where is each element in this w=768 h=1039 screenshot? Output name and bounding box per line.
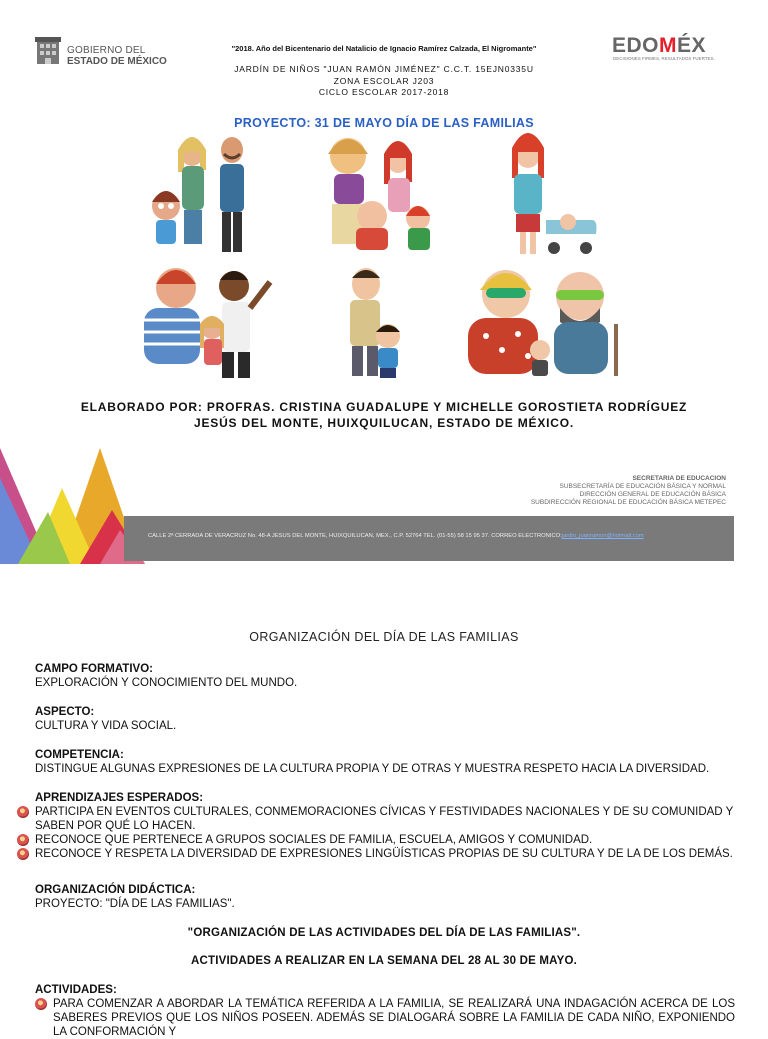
campo-formativo	[35, 662, 735, 690]
address-text	[148, 533, 644, 539]
actividad-text: PARA COMENZAR A ABORDAR LA TEMÁTICA REFERIDA A LA FAMILIA, SE REALIZARÁ UNA INDAGACIÓN ACERCA DE LOS SABERES PREVIOS QUE LOS NIÑOS POSEEN. ADEMÁS SE DIALOGARÁ SOBRE LA FAMILIA DE CADA NIÑO, EXPONIENDO LA CONFORMACIÓN Y	[53, 998, 735, 1038]
email-link[interactable]: jardin_juanramon@hotmail.com	[561, 533, 644, 539]
competencia	[35, 748, 735, 776]
brand-mid: M	[659, 34, 678, 57]
aprendizajes-label: APRENDIZAJES ESPERADOS:	[35, 792, 204, 804]
campo-value: EXPLORACIÓN Y CONOCIMIENTO DEL MUNDO.	[35, 677, 298, 689]
address-line: CALLE 2ª CERRADA DE VERACRUZ No. 48-A JESUS DEL MONTE, HUIXQUILUCAN, MEX., C.P. 52764 TEL. (01-55) 58 15 95 37. CORREO ELECTRONICO:	[148, 533, 562, 539]
address-band	[124, 516, 734, 561]
brand-tagline: DECISIONES FIRMES, RESULTADOS FUERTES.	[613, 56, 715, 61]
family-illustration-5	[336, 264, 408, 379]
brand-left: EDO	[612, 34, 660, 57]
bullet-icon	[17, 848, 29, 860]
didactica-value: PROYECTO: "DÍA DE LAS FAMILIAS".	[35, 898, 235, 910]
aprendizaje-text: RECONOCE Y RESPETA LA DIVERSIDAD DE EXPRESIONES LINGÜÍSTICAS PROPIAS DE SU CULTURA Y DE LA DE LOS DEMÁS.	[35, 848, 733, 860]
organization-title: ORGANIZACIÓN DEL DÍA DE LAS FAMILIAS	[249, 630, 519, 644]
actividades	[35, 983, 735, 1039]
family-illustration-1	[140, 132, 260, 257]
aspecto	[35, 705, 735, 733]
secretaria-line1: SECRETARIA DE EDUCACION	[632, 475, 726, 482]
list-item	[35, 805, 735, 833]
aprendizaje-text: RECONOCE QUE PERTENECE A GRUPOS SOCIALES DE FAMILIA, ESCUELA, AMIGOS Y COMUNIDAD.	[35, 834, 593, 846]
activities-heading: "ORGANIZACIÓN DE LAS ACTIVIDADES DEL DÍA DE LAS FAMILIAS".	[187, 927, 581, 939]
organizacion-didactica	[35, 883, 735, 911]
aspecto-label: ASPECTO:	[35, 706, 95, 718]
campo-label: CAMPO FORMATIVO:	[35, 663, 153, 675]
project-title: PROYECTO: 31 DE MAYO DÍA DE LAS FAMILIAS	[234, 116, 534, 130]
school-line2: ZONA ESCOLAR J203	[333, 75, 435, 86]
didactica-label: ORGANIZACIÓN DIDÁCTICA:	[35, 884, 196, 896]
actividades-label: ACTIVIDADES:	[35, 984, 117, 996]
secretaria-line4: SUBDIRECCIÓN REGIONAL DE EDUCACIÓN BÁSICA METEPEC	[530, 499, 726, 506]
brand-right: ÉX	[677, 34, 707, 57]
competencia-value: DISTINGUE ALGUNAS EXPRESIONES DE LA CULTURA PROPIA Y DE OTRAS Y MUESTRA RESPETO HACIA LA DIVERSIDAD.	[35, 763, 710, 775]
gov-line2: ESTADO DE MÉXICO	[67, 56, 167, 67]
school-line3: CICLO ESCOLAR 2017-2018	[318, 87, 450, 97]
aprendizaje-text: PARTICIPA EN EVENTOS CULTURALES, CONMEMORACIONES CÍVICAS Y FESTIVIDADES NACIONALES Y DE SU COMUNIDAD Y SABEN POR QUÉ LO HACEN.	[35, 806, 734, 832]
list-item	[35, 847, 735, 861]
secretaria-line3: DIRECCIÓN GENERAL DE EDUCACIÓN BÁSICA	[579, 491, 726, 498]
authors-line1: ELABORADO POR: PROFRAS. CRISTINA GUADALUPE Y MICHELLE GOROSTIETA RODRÍGUEZ	[80, 400, 688, 414]
competencia-label: COMPETENCIA:	[35, 749, 124, 761]
school-line1: JARDÍN DE NIÑOS "JUAN RAMÓN JIMÉNEZ" C.C.T. 15EJN0335U	[234, 64, 534, 74]
family-illustration-3	[498, 130, 602, 260]
aprendizajes	[35, 791, 735, 861]
week-heading: ACTIVIDADES A REALIZAR EN LA SEMANA DEL 28 AL 30 DE MAYO.	[190, 955, 578, 967]
authors-line2: JESÚS DEL MONTE, HUIXQUILUCAN, ESTADO DE MÉXICO.	[194, 416, 574, 430]
gov-line1: GOBIERNO DEL	[67, 45, 146, 56]
bullet-icon	[35, 998, 47, 1010]
bullet-icon	[17, 834, 29, 846]
family-illustration-2	[310, 132, 450, 257]
family-illustration-4	[134, 264, 280, 379]
year-motto: "2018. Año del Bicentenario del Natalicio de Ignacio Ramírez Calzada, El Nigromante"	[231, 44, 537, 53]
secretaria-info	[531, 475, 726, 507]
bullet-icon	[17, 806, 29, 818]
secretaria-line2: SUBSECRETARÍA DE EDUCACIÓN BÁSICA Y NORMAL	[559, 483, 726, 490]
aspecto-value: CULTURA Y VIDA SOCIAL.	[35, 720, 177, 732]
list-item	[35, 997, 735, 1039]
family-illustration-6	[446, 264, 630, 379]
authors	[0, 399, 768, 431]
school-info	[0, 64, 768, 99]
list-item	[35, 833, 735, 847]
